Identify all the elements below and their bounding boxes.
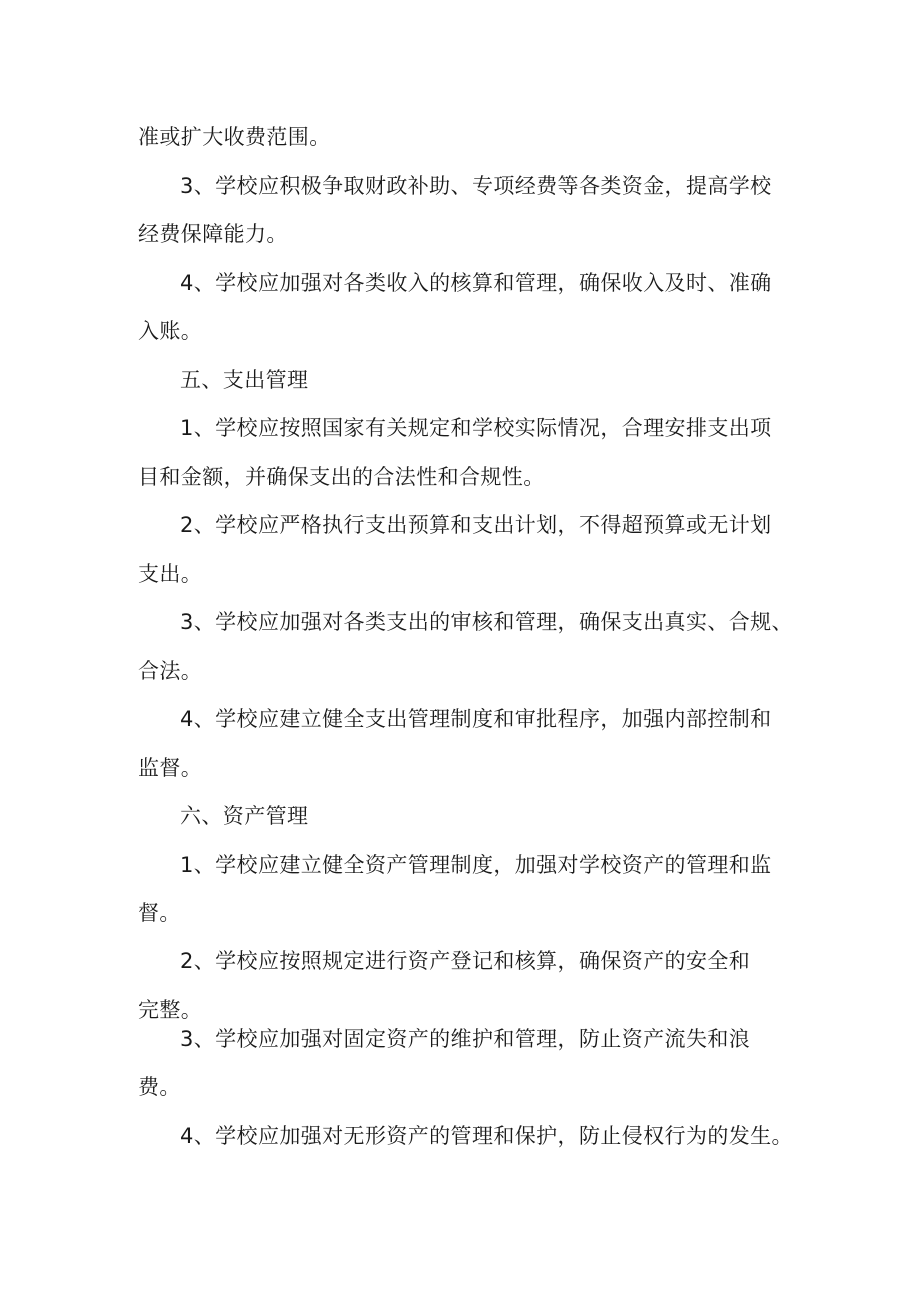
text-line: 督。 bbox=[138, 901, 181, 925]
text-line: 完整。 bbox=[138, 998, 203, 1022]
text-line: 合法。 bbox=[138, 659, 203, 683]
text-line: 4、学校应建立健全支出管理制度和审批程序，加强内部控制和 bbox=[180, 707, 772, 731]
text-line: 3、学校应加强对各类支出的审核和管理，确保支出真实、合规、 bbox=[180, 610, 793, 634]
text-line: 支出。 bbox=[138, 562, 203, 586]
text-line: 3、学校应积极争取财政补助、专项经费等各类资金，提高学校 bbox=[180, 174, 772, 198]
text-line: 2、学校应按照规定进行资产登记和核算，确保资产的安全和 bbox=[180, 949, 751, 973]
text-line: 4、学校应加强对无形资产的管理和保护，防止侵权行为的发生。 bbox=[180, 1124, 793, 1148]
text-line: 3、学校应加强对固定资产的维护和管理，防止资产流失和浪 bbox=[180, 1027, 751, 1051]
section-heading: 六、资产管理 bbox=[180, 804, 309, 828]
text-line: 目和金额，并确保支出的合法性和合规性。 bbox=[138, 465, 545, 489]
text-line: 经费保障能力。 bbox=[138, 222, 288, 246]
text-line: 1、学校应按照国家有关规定和学校实际情况，合理安排支出项 bbox=[180, 416, 772, 440]
text-line: 监督。 bbox=[138, 756, 203, 780]
section-heading: 五、支出管理 bbox=[180, 368, 309, 392]
text-line: 准或扩大收费范围。 bbox=[138, 125, 331, 149]
text-line: 2、学校应严格执行支出预算和支出计划，不得超预算或无计划 bbox=[180, 513, 772, 537]
text-line: 4、学校应加强对各类收入的核算和管理，确保收入及时、准确 bbox=[180, 271, 772, 295]
text-line: 费。 bbox=[138, 1075, 181, 1099]
text-line: 1、学校应建立健全资产管理制度，加强对学校资产的管理和监 bbox=[180, 853, 772, 877]
text-line: 入账。 bbox=[138, 319, 203, 343]
